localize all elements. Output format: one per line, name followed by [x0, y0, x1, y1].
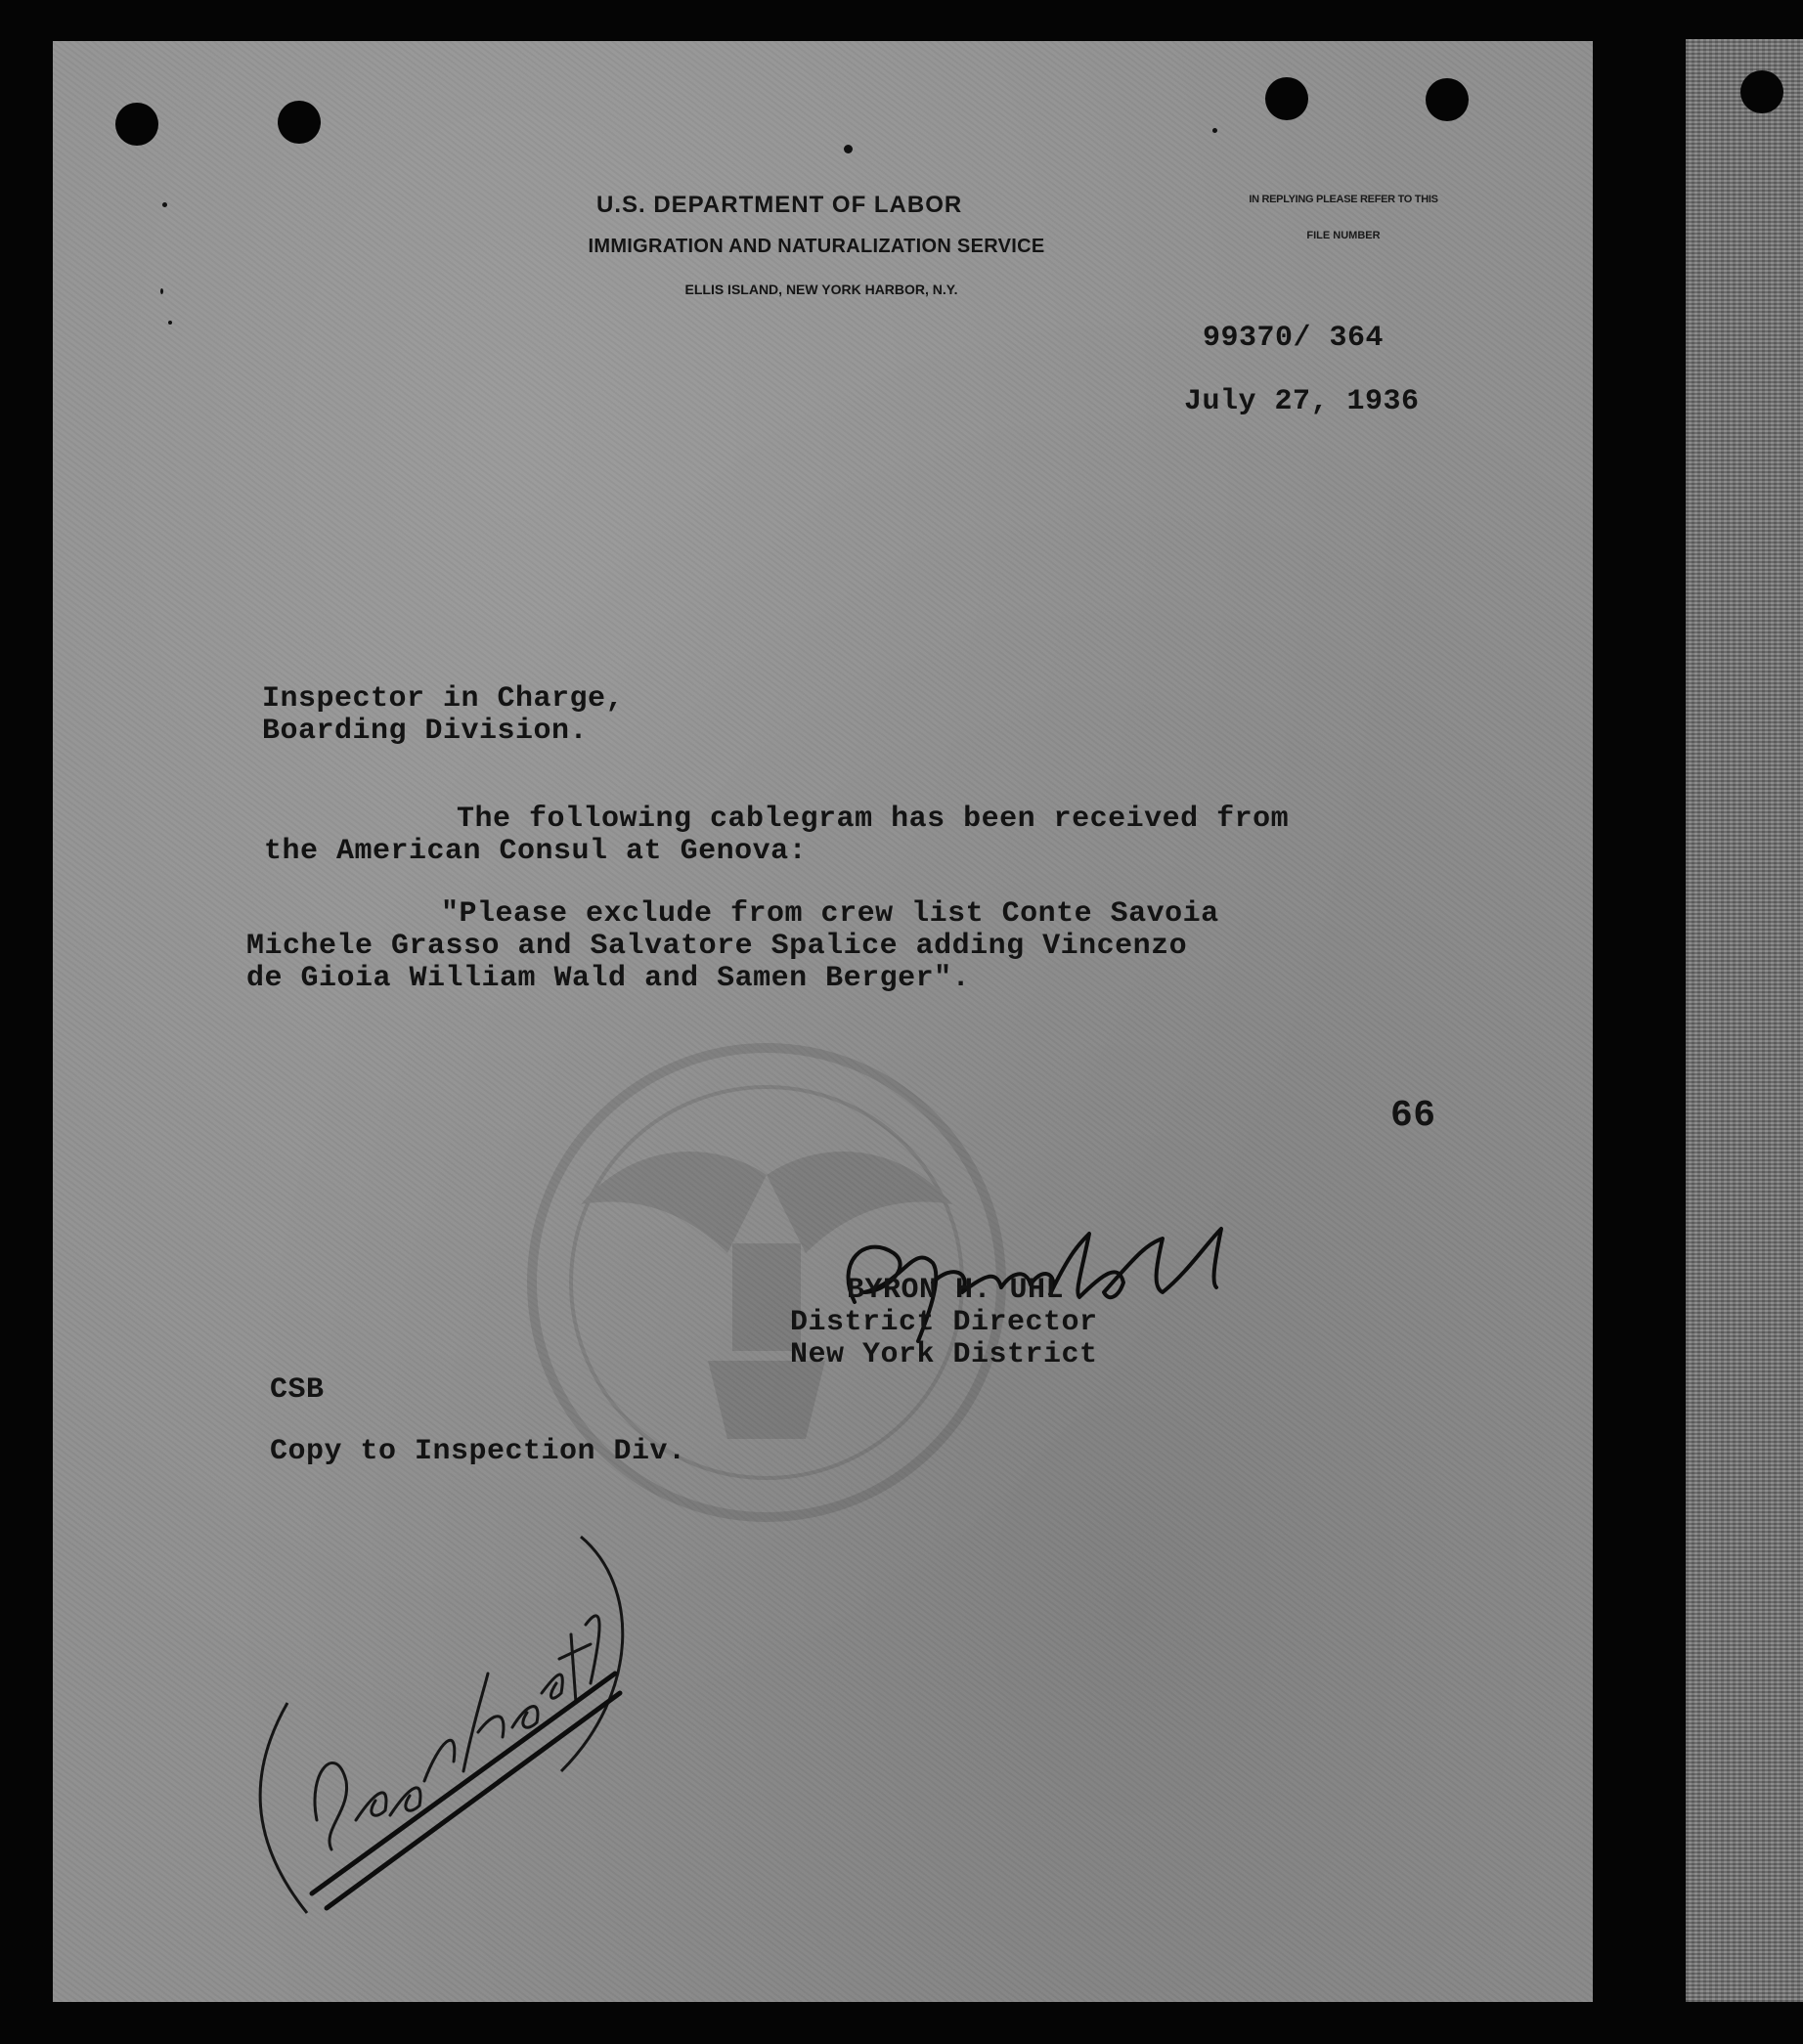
copy-note: Copy to Inspection Div. [270, 1435, 686, 1468]
letterhead-department: U.S. DEPARTMENT OF LABOR [596, 192, 963, 218]
handwritten-note-see-sheet [229, 1527, 679, 1937]
punch-hole [1740, 70, 1783, 113]
speck [1212, 128, 1217, 133]
cablegram-line3: de Gioia William Wald and Samen Berger". [246, 962, 971, 995]
speck [162, 202, 167, 207]
signer-district: New York District [790, 1338, 1098, 1371]
punch-hole [115, 103, 158, 146]
addressee-line2: Boarding Division. [262, 715, 589, 748]
letterhead-location: ELLIS ISLAND, NEW YORK HARBOR, N.Y. [684, 282, 958, 297]
cablegram-line1: "Please exclude from crew list Conte Savoia [441, 897, 1219, 931]
body-intro-line1: The following cablegram has been received from [457, 803, 1290, 836]
letterhead-service: IMMIGRATION AND NATURALIZATION SERVICE [588, 236, 1045, 257]
body-intro-line2: the American Consul at Genova: [264, 835, 808, 868]
speck [160, 288, 163, 294]
signer-title: District Director [790, 1306, 1098, 1339]
punch-hole [278, 101, 321, 144]
speck [168, 321, 172, 325]
cablegram-line2: Michele Grasso and Salvatore Spalice adding Vincenzo [246, 930, 1188, 963]
punch-hole [1426, 78, 1469, 121]
reply-reference-line2: FILE NUMBER [1306, 230, 1381, 241]
page-mark: 66 [1390, 1095, 1436, 1137]
punch-hole [1265, 77, 1308, 120]
adjacent-page-strip [1686, 39, 1803, 2002]
reply-reference-line1: IN REPLYING PLEASE REFER TO THIS [1249, 194, 1438, 205]
addressee-line1: Inspector in Charge, [262, 682, 625, 716]
file-number: 99370/ 364 [1203, 322, 1385, 355]
typist-initials: CSB [270, 1373, 325, 1407]
document-page [53, 41, 1593, 2002]
letter-date: July 27, 1936 [1184, 385, 1420, 418]
speck [844, 145, 853, 153]
signer-name: BYRON H. UHL [847, 1274, 1065, 1307]
